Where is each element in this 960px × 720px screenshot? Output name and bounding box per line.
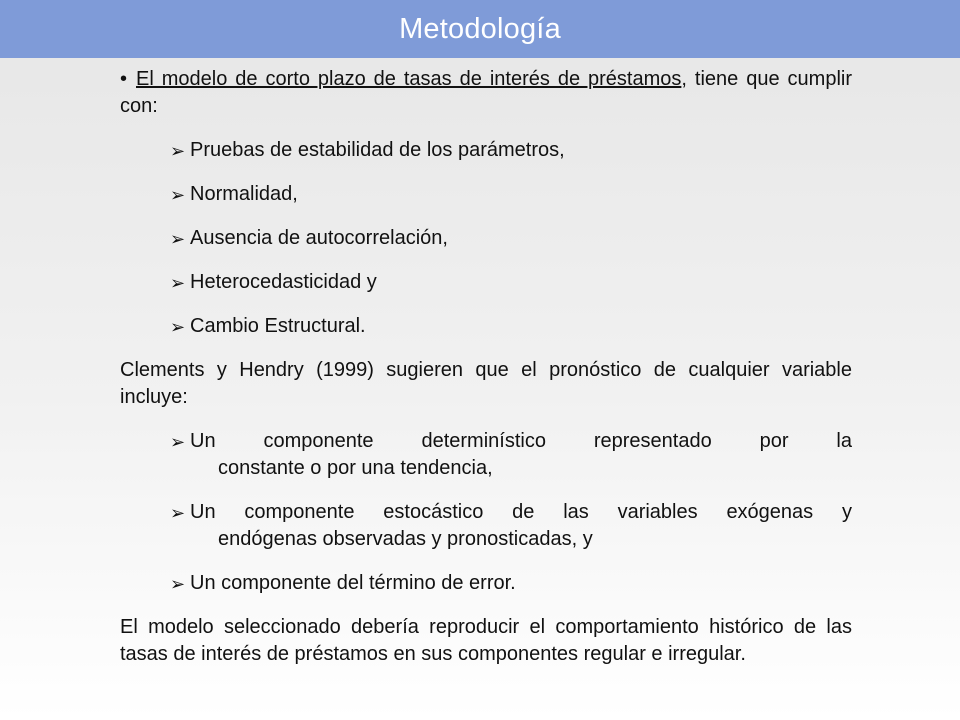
requirement-item — [120, 269, 852, 296]
requirement-item — [120, 137, 852, 164]
component-line2: constante o por una tendencia, — [218, 457, 493, 479]
slide-title: Metodología — [399, 12, 561, 45]
arrow-bullet-icon: ➢ — [170, 317, 186, 337]
requirement-text: Pruebas de estabilidad de los parámetros, — [190, 139, 565, 161]
requirement-item — [120, 181, 852, 208]
component-line1: Un componente del término de error. — [190, 572, 516, 594]
bullet-icon: • — [120, 68, 128, 90]
requirement-item — [120, 313, 852, 340]
requirement-text: Heterocedasticidad y — [190, 271, 377, 293]
clements-paragraph: Clements y Hendry (1999) sugieren que el pronóstico de cualquier variable incluye: — [120, 359, 852, 408]
requirement-text: Normalidad, — [190, 183, 298, 205]
requirement-text: Ausencia de autocorrelación, — [190, 227, 448, 249]
component-line2: endógenas observadas y pronosticadas, y — [218, 528, 593, 550]
arrow-bullet-icon: ➢ — [170, 141, 186, 161]
slide-content — [120, 66, 852, 685]
arrow-bullet-icon: ➢ — [170, 185, 186, 205]
component-item — [120, 428, 852, 482]
title-bar — [0, 0, 960, 58]
arrow-bullet-icon: ➢ — [170, 574, 186, 594]
requirement-item — [120, 225, 852, 252]
component-item — [120, 570, 852, 597]
closing-paragraph: El modelo seleccionado debería reproducir el comportamiento histórico de las tasas de interés de préstamos en sus componentes regular e irregular. — [120, 616, 852, 665]
arrow-bullet-icon: ➢ — [170, 273, 186, 293]
arrow-bullet-icon: ➢ — [170, 503, 186, 523]
requirement-text: Cambio Estructural. — [190, 315, 366, 337]
component-line1: Un componente estocástico de las variables exógenas y — [190, 501, 852, 523]
arrow-bullet-icon: ➢ — [170, 432, 186, 452]
component-item — [120, 499, 852, 553]
intro-paragraph — [120, 66, 852, 120]
arrow-bullet-icon: ➢ — [170, 229, 186, 249]
component-line1: Un componente determinístico representado por la — [190, 430, 852, 452]
intro-rest: , tiene que cumplir con: — [120, 68, 853, 117]
intro-underlined: El modelo de corto plazo de tasas de interés de préstamos — [136, 68, 682, 90]
